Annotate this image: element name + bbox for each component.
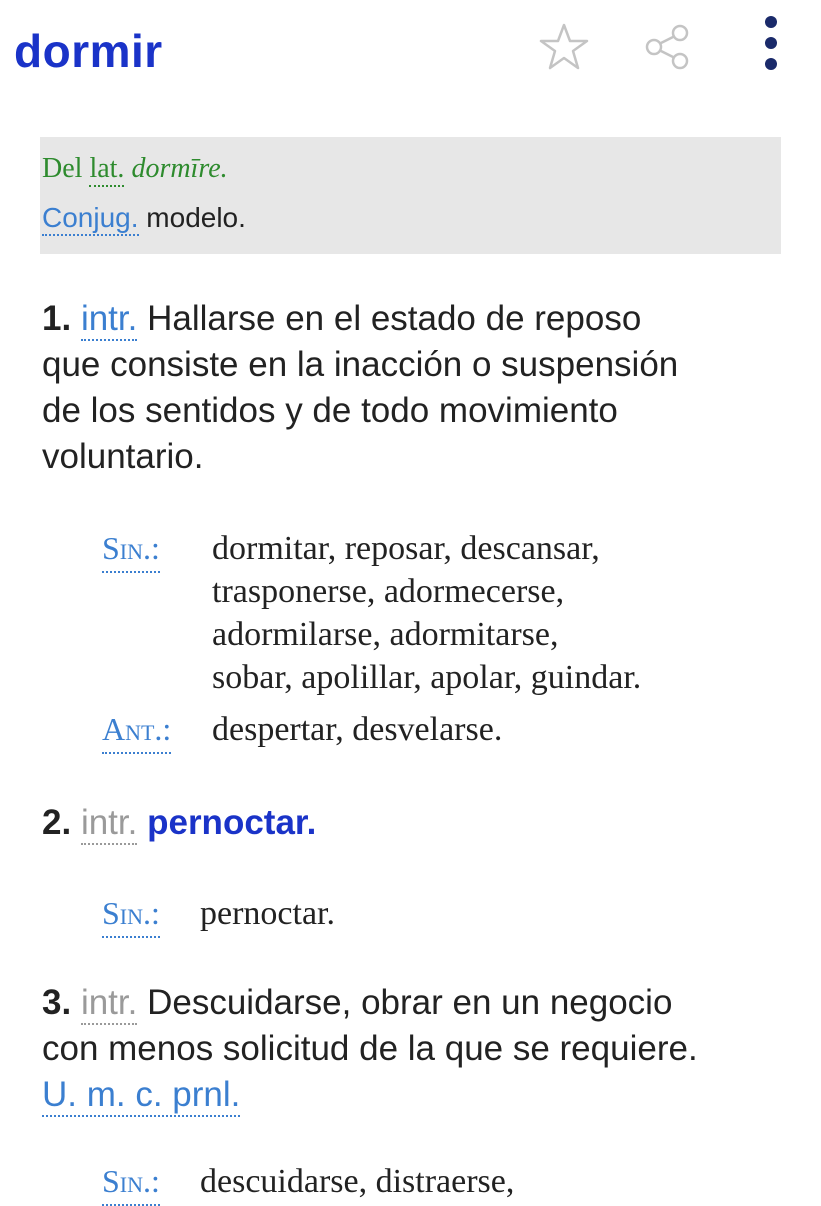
latin-abbreviation-link[interactable]: lat. [89, 153, 124, 187]
favorite-button[interactable] [535, 18, 593, 76]
antonyms-label[interactable]: Ant.: [102, 708, 171, 754]
usage-line [42, 1072, 772, 1118]
category-link[interactable]: intr. [81, 299, 137, 341]
definition-text: Descuidarse, obrar en un negocio [147, 983, 673, 1022]
definition-text: con menos solicitud de la que se requiere. [42, 1029, 698, 1068]
synonym-list: adormilarse, adormitarse, [212, 616, 559, 653]
definition-line [42, 296, 772, 342]
latin-word: dormīre. [131, 153, 228, 184]
synonyms-label[interactable]: Sin.: [102, 1160, 160, 1206]
antonym-list: despertar, desvelarse. [212, 711, 503, 748]
definition-text: Hallarse en el estado de reposo [147, 299, 642, 338]
synonym-list: trasponerse, adormecerse, [212, 573, 565, 610]
etymology-line [42, 153, 228, 185]
category-link[interactable]: intr. [81, 983, 137, 1025]
definition-text: voluntario. [42, 437, 204, 476]
usage-note-link[interactable]: U. m. c. prnl. [42, 1075, 240, 1117]
synonyms-label[interactable]: Sin.: [102, 527, 160, 573]
definition-text: de los sentidos y de todo movimiento [42, 391, 618, 430]
synonym-list: pernoctar. [200, 895, 335, 932]
more-options-button[interactable] [740, 18, 798, 76]
synonym-list: dormitar, reposar, descansar, [212, 530, 600, 567]
definition-number: 1. [42, 299, 72, 338]
conjugation-value: modelo. [146, 202, 246, 233]
definition-text: que consiste en la inacción o suspensión [42, 345, 679, 384]
definition-2 [42, 800, 772, 846]
share-icon [641, 21, 693, 73]
definition-line [42, 980, 772, 1026]
app-bar [0, 0, 821, 120]
category-link[interactable]: intr. [81, 803, 137, 845]
entry-title: dormir [14, 25, 163, 77]
definition-3 [42, 980, 772, 1118]
conjugation-link[interactable]: Conjug. [42, 202, 139, 236]
more-vertical-icon [743, 15, 795, 79]
etymology-box [40, 137, 781, 254]
definition-number: 3. [42, 983, 72, 1022]
synonyms-block-2 [0, 892, 821, 938]
share-button[interactable] [638, 18, 696, 76]
referenced-term-link[interactable]: pernoctar. [147, 803, 317, 842]
synonyms-label[interactable]: Sin.: [102, 892, 160, 938]
synonym-list: sobar, apolillar, apolar, guindar. [212, 659, 642, 696]
synonyms-block-3 [0, 1160, 821, 1206]
conjugation-line [42, 202, 246, 234]
etymology-prefix: Del [42, 153, 83, 184]
antonyms-block-1 [0, 708, 821, 754]
synonym-list: descuidarse, distraerse, [200, 1163, 515, 1200]
star-icon [538, 21, 590, 73]
definition-number: 2. [42, 803, 72, 842]
definition-1 [42, 296, 772, 480]
synonyms-block-1 [0, 527, 821, 707]
